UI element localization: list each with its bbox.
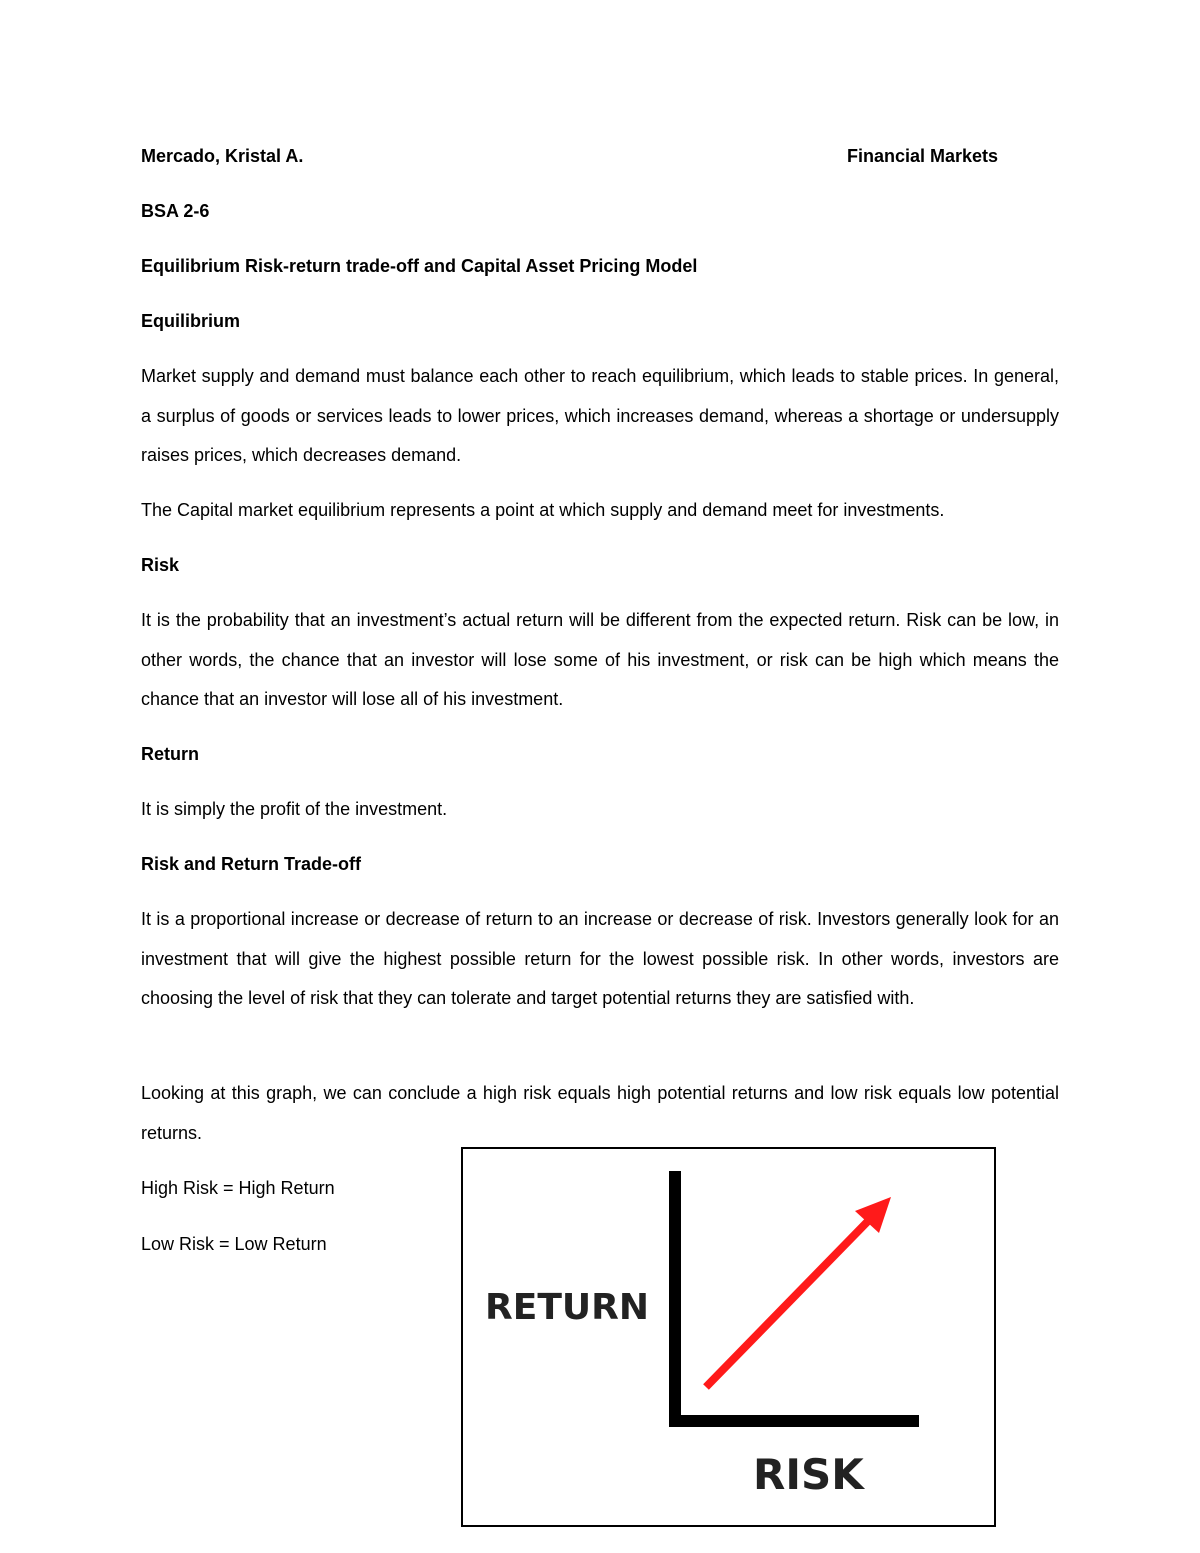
- heading-tradeoff: Risk and Return Trade-off: [141, 854, 362, 874]
- y-axis-label: RETURN: [485, 1287, 649, 1328]
- equilibrium-paragraph-1: Market supply and demand must balance each other to reach equilibrium, which leads to stable prices. In general, a surplus of goods or services leads to lower prices, which increases demand, whereas a shortage or undersupply raises prices, which decreases demand.: [141, 366, 1059, 465]
- equilibrium-paragraph-2: The Capital market equilibrium represents a point at which supply and demand meet for investments.: [141, 500, 945, 520]
- y-axis-line: [669, 1171, 681, 1425]
- tradeoff-paragraph-2: Looking at this graph, we can conclude a high risk equals high potential returns and low risk equals low potential returns.: [141, 1083, 1059, 1143]
- tradeoff-paragraph-1: It is a proportional increase or decrease of return to an increase or decrease of risk. Investors generally look for an investment that will give the highest possible return for the lowest possible risk. In other words, investors are choosing the level of risk that they can tolerate and target potential returns they are satisfied with.: [141, 909, 1059, 1008]
- risk-return-graph: [461, 1147, 996, 1527]
- heading-risk: Risk: [141, 555, 180, 575]
- author-name: Mercado, Kristal A.: [141, 146, 304, 166]
- course-name: Financial Markets: [847, 146, 999, 166]
- graph-canvas: [463, 1149, 994, 1525]
- risk-paragraph: It is the probability that an investment’s actual return will be different from the expected return. Risk can be low, in other words, the chance that an investor will lose some of his investment, or risk can be high which means the chance that an investor will lose all of his investment.: [141, 610, 1059, 709]
- high-risk-statement: High Risk = High Return: [141, 1178, 335, 1198]
- heading-return: Return: [141, 744, 199, 764]
- trend-arrow-shaft: [706, 1218, 871, 1387]
- heading-equilibrium: Equilibrium: [141, 311, 240, 331]
- section-code: BSA 2-6: [141, 201, 210, 221]
- document-title: Equilibrium Risk-return trade-off and Capital Asset Pricing Model: [141, 256, 698, 276]
- x-axis-label: RISK: [753, 1450, 864, 1499]
- return-paragraph: It is simply the profit of the investment.: [141, 799, 448, 819]
- x-axis-line: [669, 1415, 919, 1427]
- low-risk-statement: Low Risk = Low Return: [141, 1234, 327, 1254]
